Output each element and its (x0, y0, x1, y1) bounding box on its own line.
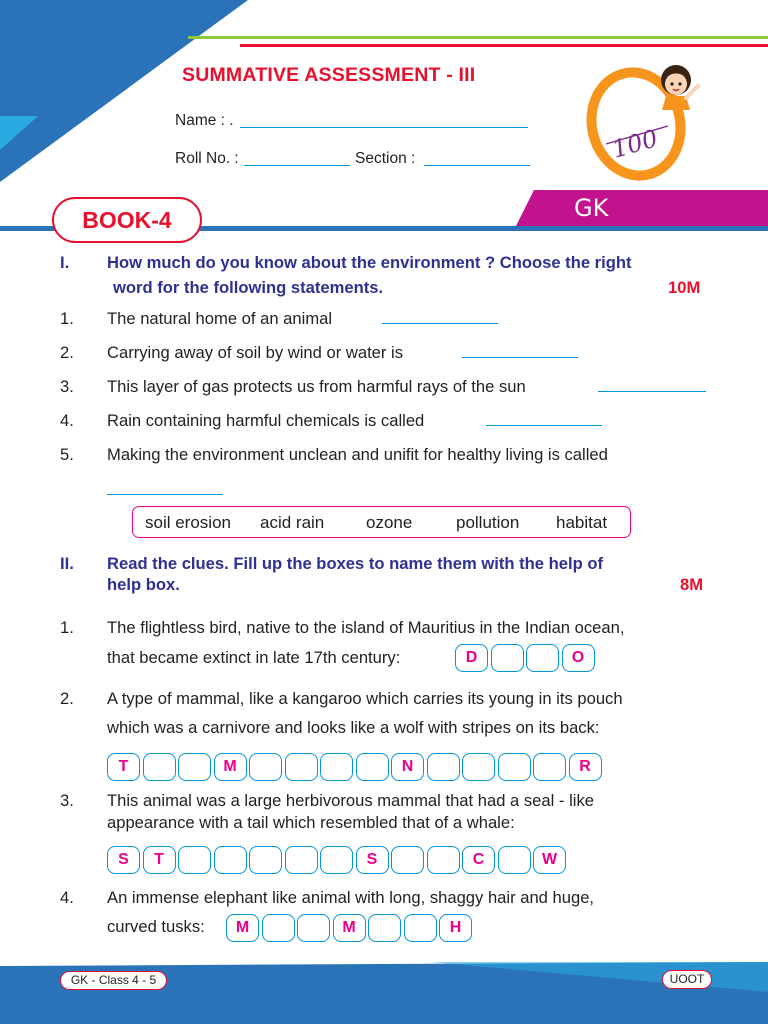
clue2-number: 2. (60, 689, 74, 708)
letter-box[interactable] (427, 753, 460, 781)
footer-page-label: GK - Class 4 - 5 (60, 971, 167, 990)
letter-box[interactable] (285, 753, 318, 781)
letter-box[interactable]: C (462, 846, 495, 874)
letter-box[interactable] (249, 753, 282, 781)
section-label: Section : (355, 150, 416, 167)
letter-box[interactable]: T (143, 846, 176, 874)
top-green-rule (188, 36, 768, 39)
q4-text: Rain containing harmful chemicals is called (107, 411, 425, 430)
section1-heading-line1: How much do you know about the environment ? Choose the right (107, 253, 632, 272)
score-value: 100 (609, 124, 661, 164)
q1-answer-field[interactable] (382, 323, 498, 324)
q4-answer-field[interactable] (486, 425, 602, 426)
letter-box[interactable] (178, 753, 211, 781)
letter-box[interactable] (297, 914, 330, 942)
letter-box[interactable] (491, 644, 524, 672)
section1-heading-line2: word for the following statements. (113, 278, 384, 297)
help-word: acid rain (260, 513, 325, 532)
footer-brand: UOOT (662, 970, 712, 989)
clue4-line2: curved tusks: (107, 917, 205, 936)
letter-box[interactable] (391, 846, 424, 874)
q2-number: 2. (60, 343, 74, 362)
clue3-line1: This animal was a large herbivorous mammal that had a seal - like (107, 791, 594, 810)
subject-tab (516, 190, 768, 226)
clue3-line2: appearance with a tail which resembled that of a whale: (107, 813, 515, 832)
letter-box[interactable]: M (333, 914, 366, 942)
section-field[interactable] (424, 165, 530, 166)
letter-box[interactable]: M (214, 753, 247, 781)
section2-heading-line2: help box. (107, 575, 180, 594)
letter-box[interactable]: D (455, 644, 488, 672)
q3-answer-field[interactable] (598, 391, 706, 392)
letter-box[interactable] (526, 644, 559, 672)
q2-text: Carrying away of soil by wind or water is (107, 343, 404, 362)
q5-answer-field[interactable] (107, 494, 223, 495)
q4-number: 4. (60, 411, 74, 430)
letter-box[interactable] (427, 846, 460, 874)
q2-answer-field[interactable] (462, 357, 578, 358)
letter-box[interactable] (462, 753, 495, 781)
letter-box[interactable]: S (107, 846, 140, 874)
q1-number: 1. (60, 309, 74, 328)
q3-text: This layer of gas protects us from harmful rays of the sun (107, 377, 526, 396)
page-title: SUMMATIVE ASSESSMENT - III (182, 64, 476, 86)
letter-box[interactable]: R (569, 753, 602, 781)
corner-decoration (0, 0, 250, 200)
q3-number: 3. (60, 377, 74, 396)
girl-icon (661, 65, 698, 110)
letter-box[interactable]: H (439, 914, 472, 942)
letter-box[interactable] (533, 753, 566, 781)
section2-heading-line1: Read the clues. Fill up the boxes to name them with the help of (107, 554, 604, 573)
q5-number: 5. (60, 445, 74, 464)
help-word: pollution (456, 513, 520, 532)
score-ring-icon (576, 52, 706, 182)
section2-number: II. (60, 554, 74, 573)
q1-text: The natural home of an animal (107, 309, 333, 328)
letter-box[interactable]: W (533, 846, 566, 874)
letter-box[interactable]: S (356, 846, 389, 874)
letter-box[interactable] (249, 846, 282, 874)
letter-box[interactable] (368, 914, 401, 942)
letter-box[interactable]: N (391, 753, 424, 781)
letter-box[interactable] (404, 914, 437, 942)
letter-box[interactable]: T (107, 753, 140, 781)
name-label: Name : . (175, 112, 234, 129)
book-badge: BOOK-4 (52, 197, 202, 243)
section1-marks: 10M (668, 278, 701, 297)
subject-label: GK (574, 194, 609, 222)
letter-box[interactable] (178, 846, 211, 874)
clue2-line1: A type of mammal, like a kangaroo which carries its young in its pouch (107, 689, 623, 708)
roll-field[interactable] (244, 165, 350, 166)
letter-box[interactable] (214, 846, 247, 874)
clue1-line1: The flightless bird, native to the island of Mauritius in the Indian ocean, (107, 618, 625, 637)
letter-box[interactable] (356, 753, 389, 781)
q5-text: Making the environment unclean and unifit for healthy living is called (107, 445, 608, 464)
clue2-line2: which was a carnivore and looks like a wolf with stripes on its back: (107, 718, 600, 737)
clue1-number: 1. (60, 618, 74, 637)
name-field[interactable] (240, 127, 528, 128)
help-word: habitat (556, 513, 608, 532)
help-word: ozone (366, 513, 413, 532)
letter-box[interactable] (320, 846, 353, 874)
help-word: soil erosion (145, 513, 231, 532)
top-red-rule (240, 44, 768, 47)
roll-label: Roll No. : (175, 150, 239, 167)
letter-box[interactable] (498, 846, 531, 874)
letter-box[interactable] (262, 914, 295, 942)
section2-marks: 8M (680, 575, 704, 594)
clue4-line1: An immense elephant like animal with long, shaggy hair and huge, (107, 888, 595, 907)
letter-box[interactable] (498, 753, 531, 781)
section1-number: I. (60, 253, 70, 272)
letter-box[interactable] (285, 846, 318, 874)
letter-box[interactable]: M (226, 914, 259, 942)
letter-box[interactable] (143, 753, 176, 781)
clue4-number: 4. (60, 888, 74, 907)
letter-box[interactable]: O (562, 644, 595, 672)
letter-box[interactable] (320, 753, 353, 781)
clue1-line2: that became extinct in late 17th century: (107, 648, 401, 667)
clue3-number: 3. (60, 791, 74, 810)
